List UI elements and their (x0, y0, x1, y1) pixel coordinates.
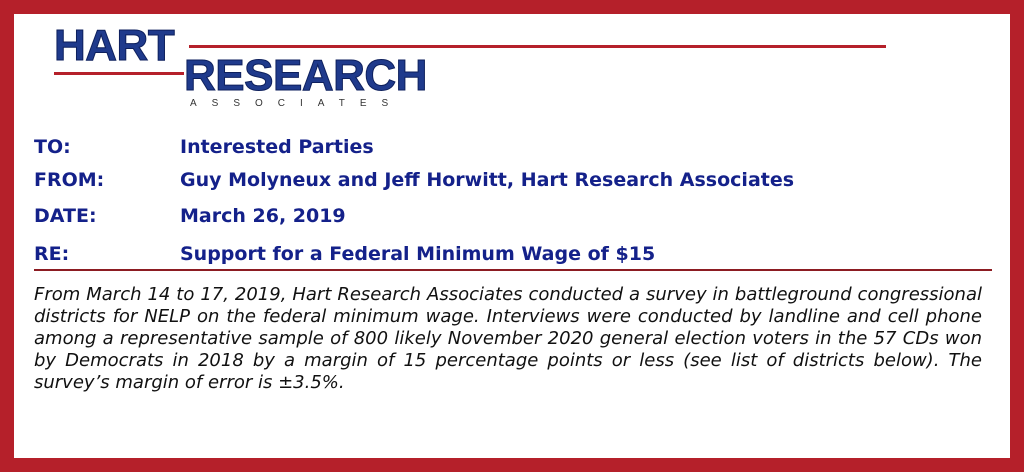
memo-date-value: March 26, 2019 (180, 205, 346, 227)
memo-from-label: FROM: (34, 169, 105, 191)
hart-research-logo (14, 14, 1010, 129)
memo-page (14, 14, 1010, 458)
memo-from-value: Guy Molyneux and Jeff Horwitt, Hart Research Associates (180, 169, 795, 191)
memo-re-label: RE: (34, 243, 70, 265)
memo-to-label: TO: (34, 136, 71, 158)
logo-hart-text: HART (54, 21, 175, 70)
memo-to-value: Interested Parties (180, 136, 374, 158)
memo-re-value: Support for a Federal Minimum Wage of $15 (180, 243, 656, 265)
memo-date-label: DATE: (34, 205, 97, 227)
logo-left-rule (54, 72, 184, 75)
logo-top-rule (189, 45, 886, 48)
header-divider (34, 269, 992, 271)
logo-associates-text: ASSOCIATES (190, 98, 404, 109)
body-paragraph: From March 14 to 17, 2019, Hart Research Associates conducted a survey in battleground congressional districts for NELP on the federal minimum wage. Interviews were conducted by landline and cell phone among a representative sample of 800 likely November 2020 general election voters in the 57 CDs won by Democrats in 2018 by a margin of 15 percentage points or less (see list of districts below). The survey’s margin of error is ±3.5%. (34, 284, 982, 393)
logo-research-text: RESEARCH (184, 51, 427, 100)
